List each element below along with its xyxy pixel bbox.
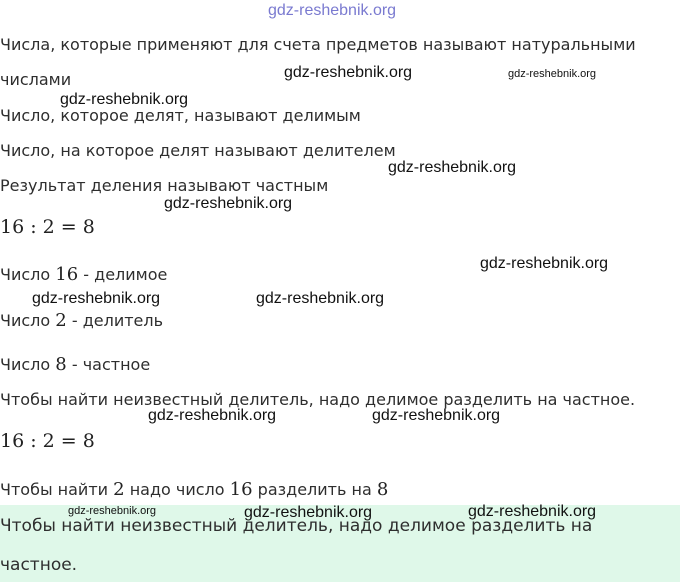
watermark: gdz-reshebnik.org xyxy=(32,290,161,307)
definition-natural-numbers-line2: числами xyxy=(0,70,72,89)
definition-divisor: Число, на которое делят называют делителем xyxy=(0,141,396,160)
find-text-b: надо число xyxy=(129,480,225,499)
watermark: gdz-reshebnik.org xyxy=(508,68,597,80)
definition-quotient: Результат деления называют частным xyxy=(0,176,329,195)
find-text-a: Чтобы найти xyxy=(0,480,109,499)
find-text-c: разделить на xyxy=(257,480,372,499)
divisor-prefix: Число xyxy=(0,311,51,330)
watermark: gdz-reshebnik.org xyxy=(244,504,373,521)
watermark-top: gdz-reshebnik.org xyxy=(268,2,397,19)
find-number-16: 16 xyxy=(229,479,253,500)
find-divisor-line xyxy=(0,479,388,500)
quotient-line xyxy=(0,354,150,375)
rule-text: Чтобы найти неизвестный делитель, надо делимое разделить на частное. xyxy=(0,390,636,409)
highlight-text-line2: частное. xyxy=(0,555,78,575)
quotient-prefix: Число xyxy=(0,355,51,374)
quotient-suffix: - частное xyxy=(71,355,151,374)
watermark: gdz-reshebnik.org xyxy=(68,505,157,517)
equation-2: 16 : 2 = 8 xyxy=(0,430,95,452)
watermark: gdz-reshebnik.org xyxy=(256,290,385,307)
dividend-number: 16 xyxy=(55,264,79,285)
divisor-line xyxy=(0,310,163,331)
watermark: gdz-reshebnik.org xyxy=(164,195,293,212)
quotient-number: 8 xyxy=(55,354,67,375)
dividend-suffix: - делимое xyxy=(83,265,168,284)
watermark: gdz-reshebnik.org xyxy=(284,64,413,81)
watermark: gdz-reshebnik.org xyxy=(60,91,189,108)
equation-1: 16 : 2 = 8 xyxy=(0,216,95,238)
find-number-2: 2 xyxy=(113,479,125,500)
watermark: gdz-reshebnik.org xyxy=(468,503,597,520)
divisor-suffix: - делитель xyxy=(71,311,164,330)
dividend-line xyxy=(0,264,167,285)
divisor-number: 2 xyxy=(55,310,67,331)
watermark: gdz-reshebnik.org xyxy=(480,255,609,272)
dividend-prefix: Число xyxy=(0,265,51,284)
watermark: gdz-reshebnik.org xyxy=(388,159,517,176)
highlight-text-line1: Чтобы найти неизвестный делитель, надо делимое разделить на xyxy=(0,516,593,536)
watermark: gdz-reshebnik.org xyxy=(372,407,501,424)
watermark: gdz-reshebnik.org xyxy=(148,407,277,424)
definition-natural-numbers-line1: Числа, которые применяют для счета предметов называют натуральными xyxy=(0,35,636,54)
find-number-8: 8 xyxy=(376,479,389,500)
definition-dividend: Число, которое делят, называют делимым xyxy=(0,106,361,125)
